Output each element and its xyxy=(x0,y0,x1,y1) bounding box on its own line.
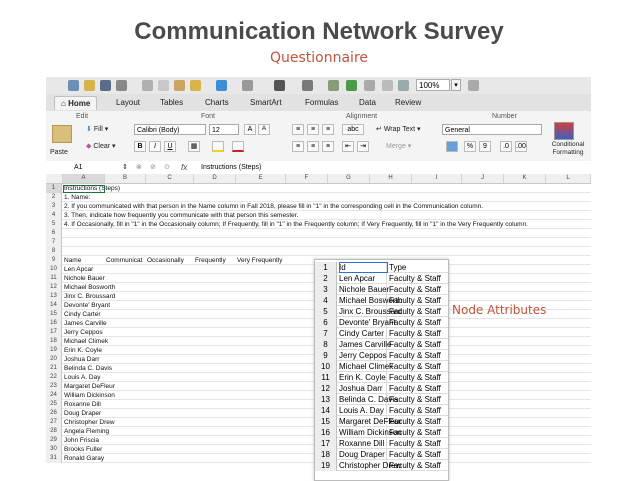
align-middle-icon[interactable]: ≡ xyxy=(307,124,319,135)
column-header-i[interactable]: I xyxy=(412,174,462,183)
node-row-number[interactable]: 12 xyxy=(315,383,337,394)
row-number[interactable]: 11 xyxy=(46,274,62,283)
tab-review[interactable]: Review xyxy=(395,98,422,107)
cell-a[interactable]: Margaret DeFleur xyxy=(64,383,115,390)
column-header-b[interactable]: B xyxy=(105,174,146,183)
node-table-row xyxy=(315,350,448,361)
underline-button[interactable]: U xyxy=(164,141,176,152)
paste-icon[interactable] xyxy=(174,80,185,91)
paste-label: Paste xyxy=(50,149,68,156)
group-label-edit: Edit xyxy=(76,113,89,120)
node-table-row xyxy=(315,405,448,416)
node-type-cell[interactable]: Faculty & Staff xyxy=(389,307,441,316)
node-table-row xyxy=(315,361,448,372)
node-row-number[interactable]: 2 xyxy=(315,273,337,284)
node-table-row xyxy=(315,427,448,438)
tab-smartart[interactable]: SmartArt xyxy=(250,98,282,107)
row-number[interactable]: 10 xyxy=(46,265,62,274)
node-row-number[interactable]: 15 xyxy=(315,416,337,427)
cell-a[interactable]: Jerry Ceppos xyxy=(64,329,103,336)
more-icon[interactable]: ⊙ xyxy=(164,164,170,171)
node-type-cell[interactable]: Faculty & Staff xyxy=(389,384,441,393)
node-row-number[interactable]: 18 xyxy=(315,449,337,460)
table-row xyxy=(46,229,591,238)
cell-a[interactable]: Joshua Darr xyxy=(64,356,100,363)
cell-a[interactable]: Christopher Drew xyxy=(64,419,115,426)
node-id-cell[interactable]: Michael Bosworth xyxy=(339,296,403,305)
font-size-select[interactable]: 12 xyxy=(209,124,239,135)
tab-home[interactable] xyxy=(54,96,97,110)
clear-label: Clear xyxy=(93,143,111,150)
toolbox-icon[interactable] xyxy=(382,80,393,91)
row-number[interactable]: 27 xyxy=(46,418,62,427)
node-id-cell[interactable]: Len Apcar xyxy=(339,273,387,284)
tab-charts[interactable]: Charts xyxy=(205,98,229,107)
table-row xyxy=(46,238,591,247)
column-header-h[interactable]: H xyxy=(370,174,412,183)
node-table-row xyxy=(315,416,448,427)
table-row xyxy=(46,247,591,256)
column-header-l[interactable]: L xyxy=(546,174,591,183)
print-icon[interactable] xyxy=(116,80,127,91)
node-row-number[interactable]: 5 xyxy=(315,306,337,317)
row-number[interactable]: 9 xyxy=(46,256,62,265)
name-box-stepper-icon[interactable]: ⇕ xyxy=(122,164,128,171)
node-id-cell[interactable]: Jerry Ceppos xyxy=(339,351,387,360)
fill-color-icon[interactable] xyxy=(212,141,224,152)
tab-tables[interactable]: Tables xyxy=(160,98,184,107)
row-number[interactable]: 17 xyxy=(46,328,62,337)
column-header-c[interactable]: C xyxy=(146,174,194,183)
media-icon[interactable] xyxy=(398,80,409,91)
align-top-icon[interactable]: ≡ xyxy=(292,124,304,135)
ribbon xyxy=(46,111,591,162)
save-icon[interactable] xyxy=(100,80,111,91)
zoom-dropdown-icon[interactable]: ▾ xyxy=(451,79,461,91)
row-number[interactable]: 8 xyxy=(46,247,62,256)
node-id-cell[interactable]: William Dickinson xyxy=(339,428,402,437)
node-type-cell[interactable]: Faculty & Staff xyxy=(389,395,441,404)
align-right-icon[interactable]: ≡ xyxy=(322,141,334,152)
column-headers xyxy=(46,174,591,184)
row-number[interactable]: 31 xyxy=(46,454,62,463)
node-id-cell[interactable]: Joshua Darr xyxy=(339,383,387,394)
undo-icon[interactable] xyxy=(216,80,227,91)
open-folder-icon[interactable] xyxy=(84,80,95,91)
node-type-cell[interactable]: Faculty & Staff xyxy=(389,439,441,448)
decrease-font-button[interactable]: A xyxy=(258,124,270,135)
row-number[interactable]: 26 xyxy=(46,409,62,418)
cell-a[interactable]: Ronald Garay xyxy=(64,455,105,462)
node-type-cell[interactable]: Faculty & Staff xyxy=(389,373,441,382)
node-id-cell[interactable]: Roxanne Dill xyxy=(339,438,387,449)
node-table-row xyxy=(315,372,448,383)
merge-label: Merge xyxy=(386,143,406,150)
column-header-k[interactable]: K xyxy=(504,174,546,183)
row-number[interactable]: 20 xyxy=(46,355,62,364)
cell-a[interactable]: Louis A. Day xyxy=(64,374,101,381)
cell-e[interactable]: Very Frequently xyxy=(237,257,283,264)
redo-icon[interactable] xyxy=(242,80,253,91)
tab-layout[interactable]: Layout xyxy=(116,98,141,107)
node-table-row xyxy=(315,449,448,460)
text-orientation-button[interactable]: abc xyxy=(342,124,364,135)
row-number[interactable]: 5 xyxy=(46,220,62,229)
group-label-number: Number xyxy=(492,113,517,120)
table-row xyxy=(46,202,591,211)
column-header-f[interactable]: F xyxy=(286,174,328,183)
percent-button[interactable]: % xyxy=(464,141,476,152)
node-table-row xyxy=(315,328,448,339)
cell-a[interactable]: Jinx C. Broussard xyxy=(64,293,116,300)
ribbon-tabs xyxy=(46,94,591,112)
cell-a[interactable]: Doug Draper xyxy=(64,410,102,417)
node-id-cell[interactable]: Erin K. Coyle xyxy=(339,373,386,382)
node-id-cell[interactable]: Id xyxy=(339,262,387,273)
node-type-cell[interactable]: Faculty & Staff xyxy=(389,417,441,426)
node-row-number[interactable]: 6 xyxy=(315,317,337,328)
node-type-cell[interactable]: Faculty & Staff xyxy=(389,428,441,437)
autosum-icon[interactable] xyxy=(274,80,285,91)
increase-font-button[interactable]: A xyxy=(244,124,256,135)
quick-access-toolbar xyxy=(46,77,591,94)
node-id-cell[interactable]: Christopher Drew xyxy=(339,461,402,470)
sort-icon[interactable] xyxy=(302,80,313,91)
table-row xyxy=(46,211,591,220)
node-id-cell[interactable]: Nichole Bauer xyxy=(339,285,390,294)
cell-a[interactable]: 3. Then, indicate how frequently you communicate with that person this semester. xyxy=(64,212,299,219)
node-id-cell[interactable]: Cindy Carter xyxy=(339,328,387,339)
column-header-e[interactable]: E xyxy=(236,174,286,183)
enter-icon[interactable]: ⊘ xyxy=(150,164,156,171)
node-id-cell[interactable]: Margaret DeFleur xyxy=(339,417,402,426)
node-table-row xyxy=(315,438,448,449)
wrap-text-button[interactable]: ↵ Wrap Text ▾ xyxy=(376,126,421,133)
table-row xyxy=(46,193,591,202)
row-number[interactable]: 3 xyxy=(46,202,62,211)
node-table-row xyxy=(315,284,448,295)
cell-d[interactable]: Frequently xyxy=(195,257,226,264)
format-painter-icon[interactable] xyxy=(190,80,201,91)
cell-a[interactable]: Devonte' Bryant xyxy=(64,302,111,309)
node-type-cell[interactable]: Faculty & Staff xyxy=(389,329,441,338)
tab-data[interactable]: Data xyxy=(359,98,376,107)
merge-button[interactable]: Merge ▾ xyxy=(386,143,412,150)
row-number[interactable]: 14 xyxy=(46,301,62,310)
comma-button[interactable]: 9 xyxy=(479,141,491,152)
column-header-d[interactable]: D xyxy=(194,174,236,183)
cell-a[interactable]: Brooks Fuller xyxy=(64,446,103,453)
node-attributes-annotation: Node Attributes xyxy=(452,303,547,317)
table-row xyxy=(46,184,591,193)
node-table-row xyxy=(315,383,448,394)
new-workbook-icon[interactable] xyxy=(68,80,79,91)
conditional-formatting-button[interactable]: Conditional Formatting xyxy=(551,141,585,156)
node-row-number[interactable]: 11 xyxy=(315,372,337,383)
row-number[interactable]: 19 xyxy=(46,346,62,355)
paste-button[interactable] xyxy=(52,125,72,143)
node-row-number[interactable]: 7 xyxy=(315,328,337,339)
cell-a[interactable]: 4. If Occasionally, fill in "1" in the Occasionally column; If Frequently, fill in "1" in the Frequently column; If Very Frequently, fill in "1" in the Very Frequently column. xyxy=(64,221,528,228)
cell-a[interactable]: Nichole Bauer xyxy=(64,275,105,282)
node-type-cell[interactable]: Faculty & Staff xyxy=(389,318,441,327)
tab-home-label: Home xyxy=(68,99,91,108)
node-row-number[interactable]: 4 xyxy=(315,295,337,306)
node-type-cell[interactable]: Faculty & Staff xyxy=(389,406,441,415)
node-id-cell[interactable]: Louis A. Day xyxy=(339,405,387,416)
node-type-cell[interactable]: Faculty & Staff xyxy=(389,274,441,283)
cell-a[interactable]: Michael Climek xyxy=(64,338,109,345)
node-row-number[interactable]: 3 xyxy=(315,284,337,295)
node-row-number[interactable]: 8 xyxy=(315,339,337,350)
fill-button[interactable]: ⬇ Fill ▾ xyxy=(86,126,109,133)
align-bottom-icon[interactable]: ≡ xyxy=(322,124,334,135)
row-number[interactable]: 15 xyxy=(46,310,62,319)
node-table-row xyxy=(315,339,448,350)
cell-a[interactable]: Erin K. Coyle xyxy=(64,347,102,354)
formula-bar xyxy=(46,161,591,175)
slide-subtitle: Questionnaire xyxy=(269,50,369,66)
node-type-cell[interactable]: Faculty & Staff xyxy=(389,351,441,360)
filter-icon[interactable] xyxy=(328,80,339,91)
cell-a[interactable]: John Friscia xyxy=(64,437,100,444)
number-format-select[interactable]: General xyxy=(442,124,542,135)
node-id-cell[interactable]: James Carville xyxy=(339,340,392,349)
row-number[interactable]: 30 xyxy=(46,445,62,454)
row-number[interactable]: 12 xyxy=(46,283,62,292)
node-active-cell-highlight xyxy=(339,262,388,273)
copy-icon[interactable] xyxy=(158,80,169,91)
fill-label: Fill xyxy=(93,126,103,133)
node-id-cell[interactable]: Doug Draper xyxy=(339,449,387,460)
increase-decimal-icon[interactable]: .0 xyxy=(500,141,512,152)
fill-down-icon: ⬇ xyxy=(86,126,92,133)
cell-a[interactable]: Len Apcar xyxy=(64,266,94,273)
node-table-row xyxy=(315,394,448,405)
row-number[interactable]: 28 xyxy=(46,427,62,436)
group-label-font: Font xyxy=(201,113,216,120)
slide-title: Communication Network Survey xyxy=(134,18,504,45)
node-id-cell[interactable]: Michael Climek xyxy=(339,362,394,371)
cell-a[interactable]: Instructions (Steps) xyxy=(64,185,120,192)
node-type-cell[interactable]: Faculty & Staff xyxy=(389,340,441,349)
cell-a[interactable]: 1. Name: xyxy=(64,194,91,201)
excel-window xyxy=(46,77,591,479)
node-id-cell[interactable]: Devonte' Bryant xyxy=(339,318,396,327)
accounting-format-icon[interactable] xyxy=(446,141,458,152)
cell-a[interactable]: Michael Bosworth xyxy=(64,284,116,291)
cell-a[interactable]: James Carville xyxy=(64,320,107,327)
cell-b[interactable]: Communicat xyxy=(106,257,143,264)
insert-function-button[interactable]: fx xyxy=(181,163,188,172)
cell-a[interactable]: Cindy Carter xyxy=(64,311,101,318)
node-row-number[interactable]: 1 xyxy=(315,262,337,273)
cell-a[interactable]: Angela Fleming xyxy=(64,428,110,435)
clear-button[interactable]: ◆ Clear ▾ xyxy=(86,143,116,150)
increase-indent-icon[interactable]: ⇥ xyxy=(357,141,369,152)
formula-input[interactable]: Instructions (Steps) xyxy=(201,164,262,171)
node-type-cell[interactable]: Faculty & Staff xyxy=(389,285,441,294)
node-row-number[interactable]: 19 xyxy=(315,460,337,471)
row-number[interactable]: 24 xyxy=(46,391,62,400)
gallery-icon[interactable] xyxy=(364,80,375,91)
node-row-number[interactable]: 17 xyxy=(315,438,337,449)
node-row-number[interactable]: 13 xyxy=(315,394,337,405)
node-type-cell[interactable]: Faculty & Staff xyxy=(389,461,441,470)
node-attributes-table xyxy=(314,259,449,481)
column-header-g[interactable]: G xyxy=(328,174,370,183)
help-icon[interactable] xyxy=(468,80,479,91)
row-number[interactable]: 25 xyxy=(46,400,62,409)
node-table-row xyxy=(315,273,448,284)
wrap-text-label: Wrap Text xyxy=(383,126,416,133)
align-center-icon[interactable]: ≡ xyxy=(307,141,319,152)
node-type-cell[interactable]: Faculty & Staff xyxy=(389,362,441,371)
row-number[interactable]: 2 xyxy=(46,193,62,202)
node-type-cell[interactable]: Faculty & Staff xyxy=(389,296,441,305)
cut-icon[interactable] xyxy=(142,80,153,91)
borders-icon[interactable]: ▦ xyxy=(188,141,200,152)
eraser-icon: ◆ xyxy=(86,143,92,150)
row-number[interactable]: 6 xyxy=(46,229,62,238)
group-label-alignment: Alignment xyxy=(346,113,378,120)
font-name-select[interactable]: Calibri (Body) xyxy=(134,124,206,135)
decrease-indent-icon[interactable]: ⇤ xyxy=(342,141,354,152)
align-left-icon[interactable]: ≡ xyxy=(292,141,304,152)
row-number[interactable]: 18 xyxy=(46,337,62,346)
row-number[interactable]: 16 xyxy=(46,319,62,328)
cell-a[interactable]: William Dickinson xyxy=(64,392,115,399)
row-number[interactable]: 1 xyxy=(46,184,62,193)
node-row-number[interactable]: 16 xyxy=(315,427,337,438)
node-table-row xyxy=(315,306,448,317)
active-cell-highlight xyxy=(63,185,105,193)
row-number[interactable]: 22 xyxy=(46,373,62,382)
cell-c[interactable]: Occasionally xyxy=(147,257,184,264)
node-id-cell[interactable]: Jinx C. Broussard xyxy=(339,307,403,316)
font-color-icon[interactable] xyxy=(232,141,244,152)
column-header-j[interactable]: J xyxy=(462,174,504,183)
select-all-corner[interactable] xyxy=(46,174,63,183)
node-row-number[interactable]: 14 xyxy=(315,405,337,416)
node-type-cell[interactable]: Type xyxy=(389,263,407,272)
column-header-a[interactable]: A xyxy=(63,174,105,183)
node-row-number[interactable]: 10 xyxy=(315,361,337,372)
node-table-row xyxy=(315,460,448,471)
bold-button[interactable]: B xyxy=(134,141,146,152)
zoom-field[interactable]: 100% xyxy=(416,79,450,91)
node-id-cell[interactable]: Belinda C. Davis xyxy=(339,395,399,404)
row-number[interactable]: 21 xyxy=(46,364,62,373)
decrease-decimal-icon[interactable]: .00 xyxy=(516,143,526,150)
row-number[interactable]: 13 xyxy=(46,292,62,301)
conditional-formatting-icon[interactable] xyxy=(554,122,574,140)
node-table-row xyxy=(315,317,448,328)
row-number[interactable]: 4 xyxy=(46,211,62,220)
cell-a[interactable]: 2. If you communicated with that person in the Name column in Fall 2018, please fill in "1" in the corresponding cell in the Communication column. xyxy=(64,203,484,210)
cell-a[interactable]: Belinda C. Davis xyxy=(64,365,113,372)
cell-a[interactable]: Roxanne Dill xyxy=(64,401,101,408)
row-number[interactable]: 29 xyxy=(46,436,62,445)
node-type-cell[interactable]: Faculty & Staff xyxy=(389,450,441,459)
row-number[interactable]: 23 xyxy=(46,382,62,391)
row-number[interactable]: 7 xyxy=(46,238,62,247)
wrap-text-icon: ↵ xyxy=(376,126,382,133)
table-row xyxy=(46,220,591,229)
insert-function-icon[interactable] xyxy=(346,80,357,91)
tab-formulas[interactable]: Formulas xyxy=(305,98,339,107)
italic-button[interactable]: I xyxy=(149,141,161,152)
node-row-number[interactable]: 9 xyxy=(315,350,337,361)
cancel-icon[interactable]: ⊗ xyxy=(136,164,142,171)
home-icon: ⌂ xyxy=(61,99,66,108)
name-box[interactable]: A1 xyxy=(74,164,83,171)
node-table-row xyxy=(315,295,448,306)
cell-a[interactable]: Name xyxy=(64,257,82,264)
